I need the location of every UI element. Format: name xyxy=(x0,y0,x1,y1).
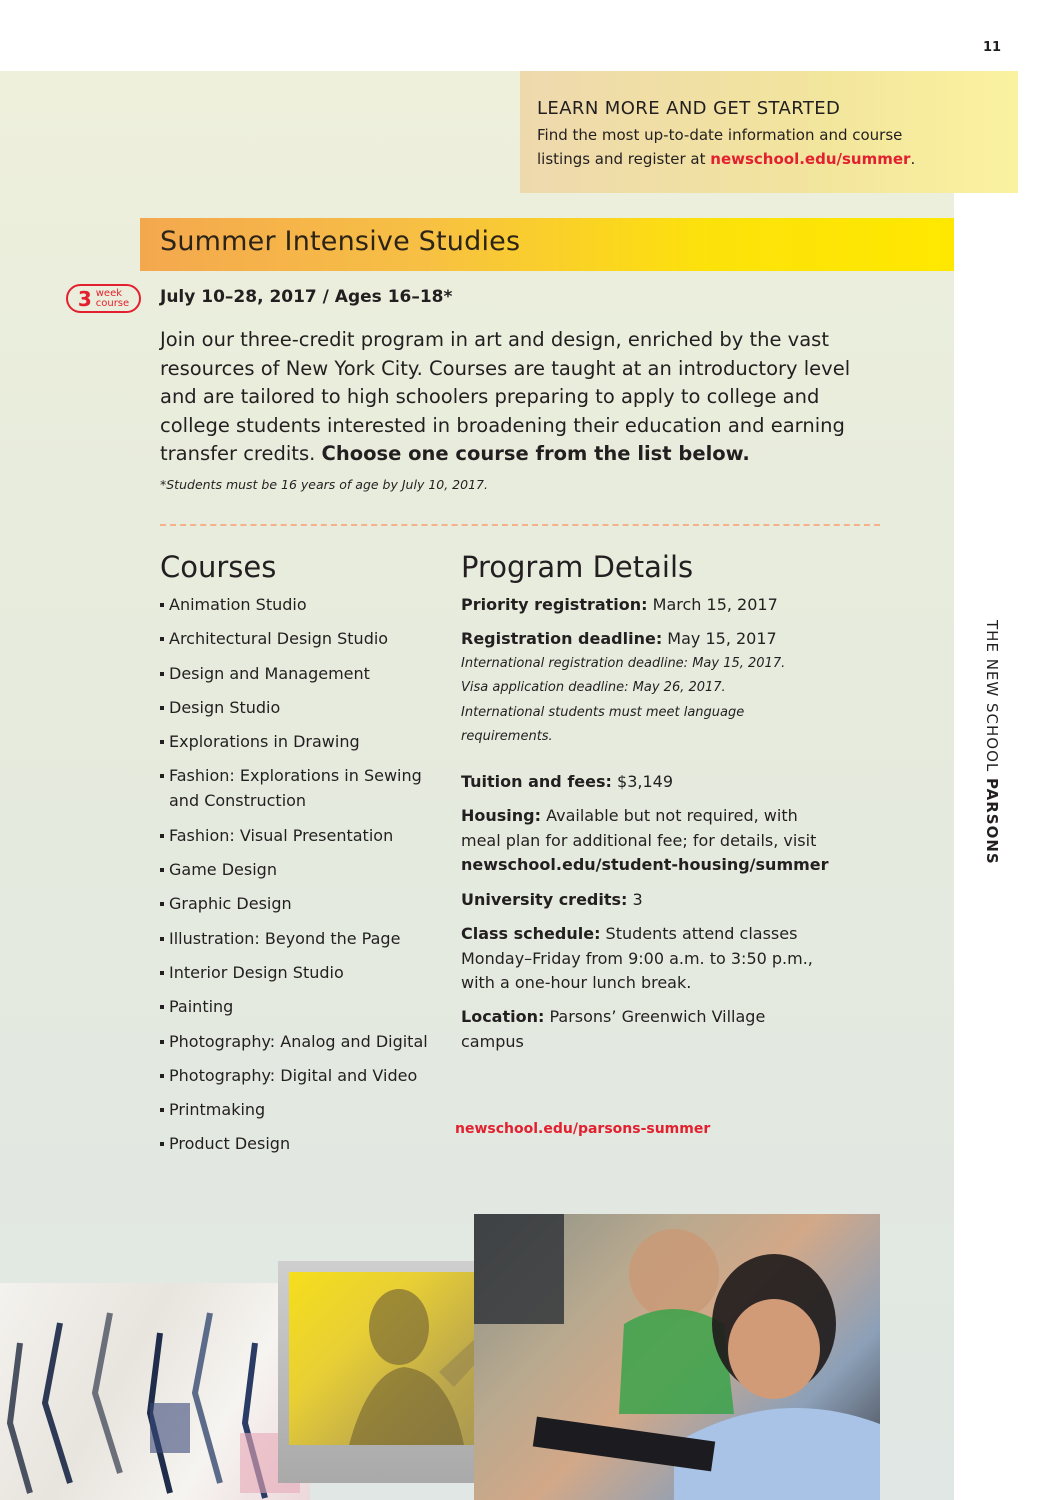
priority-registration xyxy=(461,593,831,618)
intl-language-note: International students must meet language requirements. xyxy=(461,704,745,744)
course-item: Animation Studio xyxy=(160,592,445,617)
dashed-divider xyxy=(160,524,880,526)
age-footnote: *Students must be 16 years of age by July 10, 2017. xyxy=(160,477,488,492)
badge-word-week: week xyxy=(95,287,123,299)
housing-value: Available but not required, with meal plan for additional fee; for details, visit xyxy=(461,806,817,850)
learn-more-box xyxy=(520,71,1018,193)
section-header-band xyxy=(140,218,954,271)
housing-url[interactable]: newschool.edu/student-housing/summer xyxy=(461,855,829,874)
badge-word-course: course xyxy=(95,297,130,309)
learn-more-body: Find the most up-to-date information and course listings and register at xyxy=(537,126,903,168)
priority-label: Priority registration: xyxy=(461,595,648,614)
courses-heading: Courses xyxy=(160,550,277,584)
learn-more-title: LEARN MORE AND GET STARTED xyxy=(537,98,841,119)
university-credits xyxy=(461,888,831,913)
tuition-value: $3,149 xyxy=(611,772,673,791)
credits-value: 3 xyxy=(627,890,643,909)
students-at-computers-photo xyxy=(474,1214,880,1500)
class-schedule xyxy=(461,922,821,996)
section-title: Summer Intensive Studies xyxy=(160,226,521,257)
parsons-summer-link[interactable]: newschool.edu/parsons-summer xyxy=(455,1121,711,1137)
schedule-value: Students attend classes Monday–Friday from 9:00 a.m. to 3:50 p.m., with a one-hour lunch break. xyxy=(461,924,813,992)
course-item: Photography: Analog and Digital xyxy=(160,1029,445,1054)
program-details-heading: Program Details xyxy=(461,550,694,584)
tuition xyxy=(461,770,831,795)
registration-deadline xyxy=(461,627,831,750)
course-item: Design Studio xyxy=(160,695,445,720)
course-item: Photography: Digital and Video xyxy=(160,1063,445,1088)
course-item: Architectural Design Studio xyxy=(160,626,445,651)
course-item: Product Design xyxy=(160,1131,445,1156)
housing-label: Housing: xyxy=(461,806,542,825)
course-item: Printmaking xyxy=(160,1097,445,1122)
course-item: Graphic Design xyxy=(160,891,445,916)
learn-more-end: . xyxy=(910,150,916,168)
course-item: Fashion: Explorations in Sewing and Construction xyxy=(160,763,445,813)
schedule-label: Class schedule: xyxy=(461,924,601,943)
course-item: Fashion: Visual Presentation xyxy=(160,823,445,848)
course-item: Interior Design Studio xyxy=(160,960,445,985)
program-dates: July 10–28, 2017 / Ages 16–18* xyxy=(160,287,453,307)
intro-text: Join our three-credit program in art and design, enriched by the vast resources of New York City. Courses are taught at an introductory level and are tailored to high schoolers preparing to apply to college and college students interested in broadening their education and earning transfer credits. xyxy=(160,328,851,466)
course-item: Game Design xyxy=(160,857,445,882)
course-item: Illustration: Beyond the Page xyxy=(160,926,445,951)
course-list xyxy=(160,592,445,1166)
intro-emphasis: Choose one course from the list below. xyxy=(321,442,750,466)
fashion-sketches-photo xyxy=(0,1283,310,1500)
course-item: Design and Management xyxy=(160,661,445,686)
course-item: Painting xyxy=(160,994,445,1019)
priority-value: March 15, 2017 xyxy=(647,595,778,614)
three-week-course-badge xyxy=(66,284,141,313)
intro-paragraph xyxy=(160,326,860,469)
badge-number: 3 xyxy=(77,286,92,311)
visa-deadline-note: Visa application deadline: May 26, 2017. xyxy=(461,680,726,695)
running-head-prefix: THE NEW SCHOOL xyxy=(983,620,1001,778)
intl-deadline-note: International registration deadline: May 15, 2017. xyxy=(461,655,786,671)
running-head-brand: PARSONS xyxy=(983,778,1001,865)
course-item: Explorations in Drawing xyxy=(160,729,445,754)
page-number: 11 xyxy=(983,40,1002,55)
learn-more-text xyxy=(537,123,932,171)
vertical-running-head xyxy=(983,620,1001,865)
location xyxy=(461,1005,831,1054)
deadline-line xyxy=(461,627,831,652)
fashion-sketches-illustration xyxy=(0,1283,310,1500)
students-illustration xyxy=(474,1214,880,1500)
location-value: Parsons’ Greenwich Village campus xyxy=(461,1007,766,1051)
deadline-label: Registration deadline: xyxy=(461,629,663,648)
housing xyxy=(461,804,831,878)
location-label: Location: xyxy=(461,1007,545,1026)
deadline-value: May 15, 2017 xyxy=(662,629,777,648)
badge-label xyxy=(96,289,129,309)
tuition-label: Tuition and fees: xyxy=(461,772,612,791)
summer-link[interactable]: newschool.edu/summer xyxy=(710,150,911,168)
credits-label: University credits: xyxy=(461,890,628,909)
